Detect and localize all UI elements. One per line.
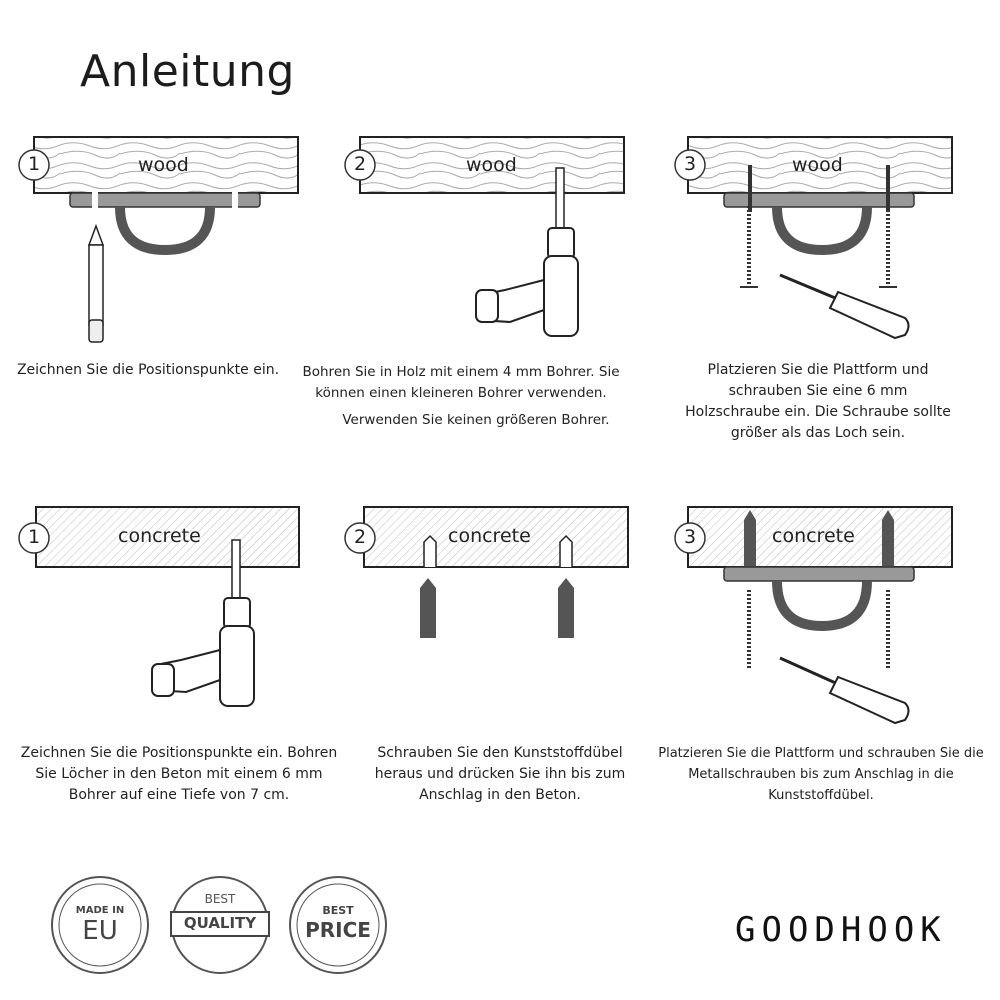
step-caption — [350, 743, 650, 806]
screwdriver-icon — [780, 275, 909, 338]
step-number: 3 — [684, 153, 697, 175]
step-number: 3 — [684, 526, 697, 548]
concrete-label: concrete — [118, 525, 201, 547]
caption-line: Bohrer auf eine Tiefe von 7 cm. — [68, 787, 290, 803]
step-caption — [20, 743, 338, 806]
caption-line: Bohren Sie in Holz mit einem 4 mm Bohrer. Sie — [302, 364, 620, 380]
badge-top-text: BEST — [322, 904, 354, 917]
step-number: 1 — [28, 153, 41, 175]
caption-line: schrauben Sie eine 6 mm — [728, 383, 908, 399]
concrete-label: concrete — [772, 525, 855, 547]
step-number: 2 — [354, 526, 367, 548]
step-caption — [300, 362, 622, 431]
step-number: 2 — [354, 153, 367, 175]
caption-line: Zeichnen Sie die Positionspunkte ein. — [16, 362, 280, 378]
badge-main-text: QUALITY — [183, 914, 257, 932]
caption-line: Anschlag in den Beton. — [419, 787, 581, 803]
caption-line: Sie Löcher in den Beton mit einem 6 mm — [35, 766, 323, 782]
wall-plug-icon — [420, 578, 574, 638]
caption-line: Zeichnen Sie die Positionspunkte ein. Bohren — [20, 745, 338, 761]
badge-main-text: PRICE — [305, 918, 371, 942]
caption-line: Schrauben Sie den Kunststoffdübel — [377, 745, 623, 761]
pencil-icon — [89, 226, 103, 342]
step-number: 1 — [28, 526, 41, 548]
caption-line: Kunststoffdübel. — [768, 788, 874, 803]
page-title: Anleitung — [80, 46, 295, 97]
badge-main-text: EU — [82, 916, 118, 946]
badge-top-text: MADE IN — [75, 905, 125, 916]
concrete-label: concrete — [448, 525, 531, 547]
caption-line: Platzieren Sie die Plattform und — [707, 362, 929, 378]
wood-label: wood — [138, 154, 189, 176]
caption-line: Metallschrauben bis zum Anschlag in die — [688, 767, 954, 782]
caption-line: Verwenden Sie keinen größeren Bohrer. — [342, 412, 610, 428]
step-caption — [648, 743, 994, 806]
step-caption — [670, 360, 966, 444]
wood-label: wood — [792, 154, 843, 176]
caption-line: Holzschraube ein. Die Schraube sollte — [685, 404, 951, 420]
step-caption — [0, 360, 296, 381]
brand-logo: GOODHOOK — [735, 910, 947, 950]
caption-line: können einen kleineren Bohrer verwenden. — [315, 385, 607, 401]
caption-line: größer als das Loch sein. — [730, 425, 906, 441]
caption-line: Platzieren Sie die Plattform und schrauben Sie die — [658, 746, 984, 761]
wood-label: wood — [466, 154, 517, 176]
badge-top-text: BEST — [204, 892, 236, 906]
caption-line: heraus und drücken Sie ihn bis zum — [374, 766, 626, 782]
